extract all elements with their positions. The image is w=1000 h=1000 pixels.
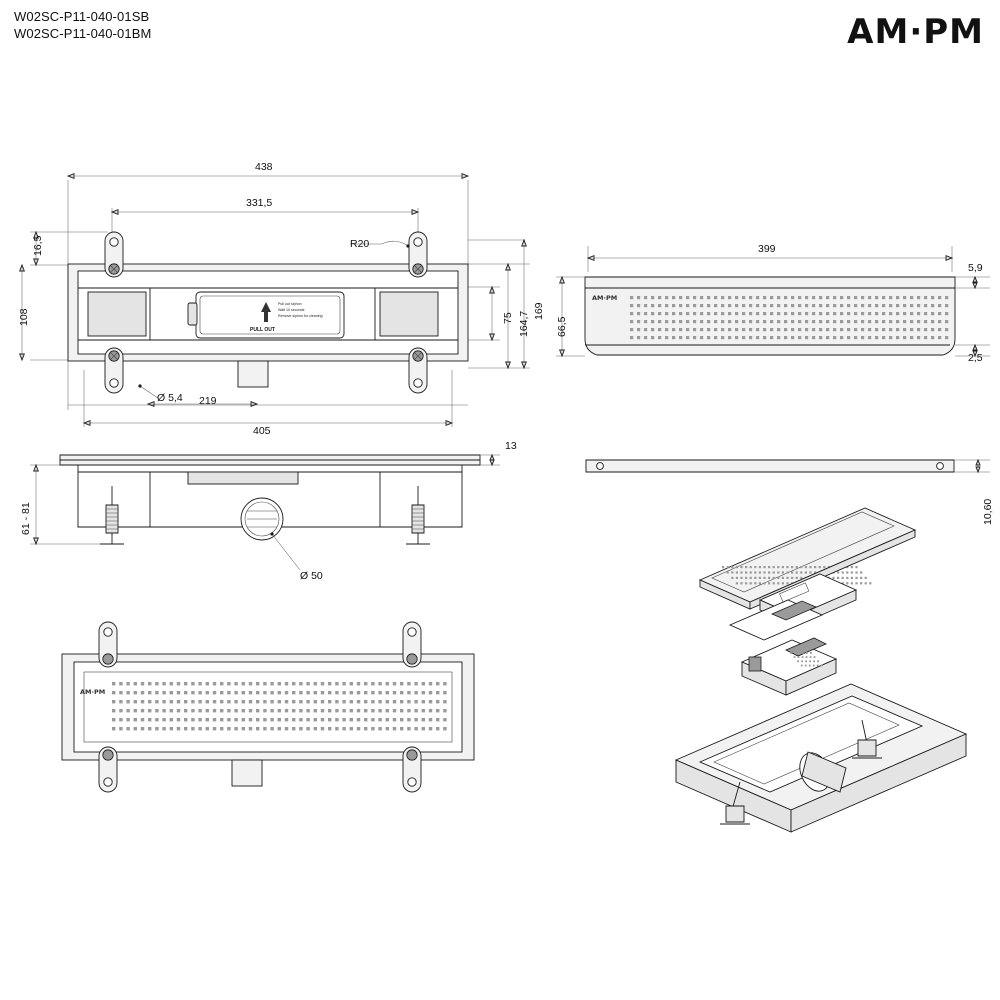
dim-331-5: 331,5 <box>246 197 273 209</box>
svg-text:AM·PM: AM·PM <box>592 294 618 302</box>
dim-dia-50: Ø 50 <box>300 570 323 582</box>
dim-438: 438 <box>255 161 273 173</box>
dim-r20: R20 <box>350 238 370 250</box>
dim-66-5: 66,5 <box>556 316 568 337</box>
dim-2-5: 2,5 <box>968 352 983 364</box>
dim-108: 108 <box>18 308 30 326</box>
svg-text:PULL OUT: PULL OUT <box>250 327 275 333</box>
dim-dia-5-4: Ø 5,4 <box>157 392 183 404</box>
front-elevation-view <box>556 246 990 356</box>
dim-5-9: 5,9 <box>968 262 983 274</box>
top-plan-view <box>20 174 530 427</box>
product-code-line-1: W02SC-P11-040-01SB <box>14 9 150 24</box>
rail-profile-view <box>586 460 990 472</box>
dim-219: 219 <box>199 395 217 407</box>
exploded-assembly-view <box>676 508 966 832</box>
dim-75: 75 <box>502 312 514 324</box>
dim-13: 13 <box>505 440 517 452</box>
dim-164-7: 164,7 <box>518 310 530 337</box>
product-code-line-2: W02SC-P11-040-01BM <box>14 26 152 41</box>
section-view <box>30 455 500 570</box>
grate-plan-view <box>62 622 474 792</box>
dim-399: 399 <box>758 243 776 255</box>
dim-169: 169 <box>533 302 545 320</box>
dim-10-60: 10,60 <box>982 498 994 525</box>
brand-logo: AM·PM <box>847 12 984 52</box>
dim-405: 405 <box>253 425 271 437</box>
dim-16-5: 16,5 <box>32 235 44 256</box>
dim-61-81: 61 - 81 <box>20 502 32 535</box>
svg-text:Pull out siphon: Pull out siphon <box>278 302 302 306</box>
svg-text:Wait 10 seconds: Wait 10 seconds <box>278 308 305 312</box>
svg-text:AM·PM: AM·PM <box>80 688 106 696</box>
svg-text:Remove siphon for cleaning: Remove siphon for cleaning <box>278 314 323 318</box>
